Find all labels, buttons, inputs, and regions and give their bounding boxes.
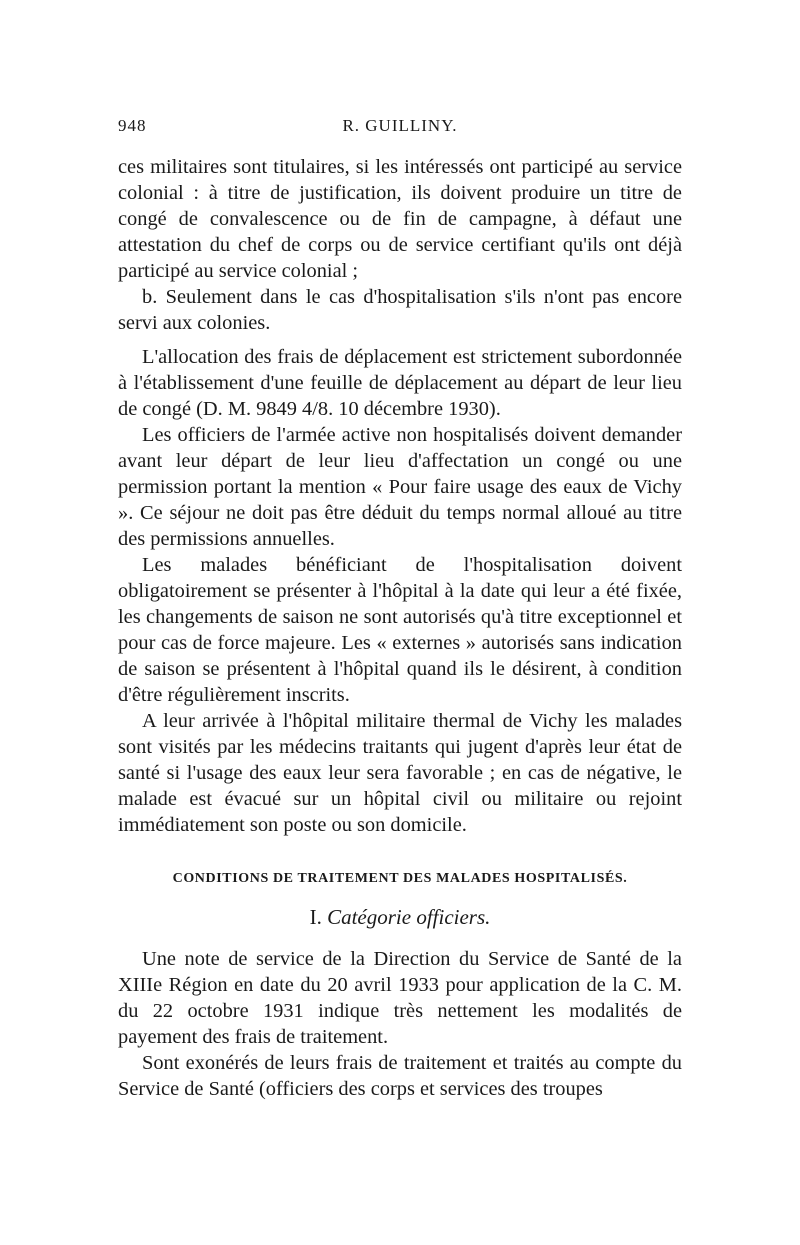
page-body (118, 154, 682, 1102)
paragraph-exonerated: Sont exonérés de leurs frais de traitement et traités au compte du Service de Santé (officiers des corps et services des troupes (118, 1052, 682, 1100)
running-title: R. GUILLINY. (342, 116, 458, 135)
section-subtitle (118, 904, 682, 930)
paragraph-hospitalized-patients: Les malades bénéficiant de l'hospitalisation doivent obligatoirement se présenter à l'hôpital à la date qui leur a été fixée, les changements de saison ne sont autorisés qu'à titre exceptionnel et pour cas de force majeure. Les « externes » autorisés sans indication de saison se présentent à l'hôpital quand ils le désirent, à condition d'être régulièrement inscrits. (118, 554, 682, 706)
paragraph-active-officers: Les officiers de l'armée active non hospitalisés doivent demander avant leur départ de leur lieu d'affectation un congé ou une permission portant la mention « Pour faire usage des eaux de Vichy ». Ce séjour ne doit pas être déduit du temps normal alloué au titre des permissions annuelles. (118, 424, 682, 550)
paragraph-arrival: A leur arrivée à l'hôpital militaire thermal de Vichy les malades sont visités par les médecins traitants qui jugent d'après leur état de santé si l'usage des eaux leur sera favorable ; en cas de négative, le malade est évacué sur un hôpital civil ou militaire ou rejoint immédiatement son poste ou son domicile. (118, 710, 682, 836)
paragraph-travel-allowance: L'allocation des frais de déplacement est strictement subordonnée à l'établissement d'une feuille de déplacement au départ de leur lieu de congé (D. M. 9849 4/8. 10 décembre 1930). (118, 346, 682, 420)
paragraph-item-b: b. Seulement dans le cas d'hospitalisation s'ils n'ont pas encore servi aux colonies. (118, 286, 682, 334)
subtitle-text: Catégorie officiers. (327, 905, 491, 929)
paragraph-continued: ces militaires sont titulaires, si les intéressés ont participé au service colonial : à titre de justification, ils doivent produire un titre de congé de convalescence ou de fin de campagne, à défaut une attestation du chef de corps ou de service certifiant qu'ils ont déjà participé au service colonial ; (118, 156, 682, 282)
page-number: 948 (118, 116, 147, 135)
subtitle-number: I. (309, 905, 322, 929)
paragraph-service-note: Une note de service de la Direction du Service de Santé de la XIIIe Région en date du 20 avril 1933 pour application de la C. M. du 22 octobre 1931 indique très nettement les modalités de payement des frais de traitement. (118, 948, 682, 1048)
page-header (118, 116, 682, 142)
section-title: CONDITIONS DE TRAITEMENT DES MALADES HOSPITALISÉS. (172, 871, 628, 886)
